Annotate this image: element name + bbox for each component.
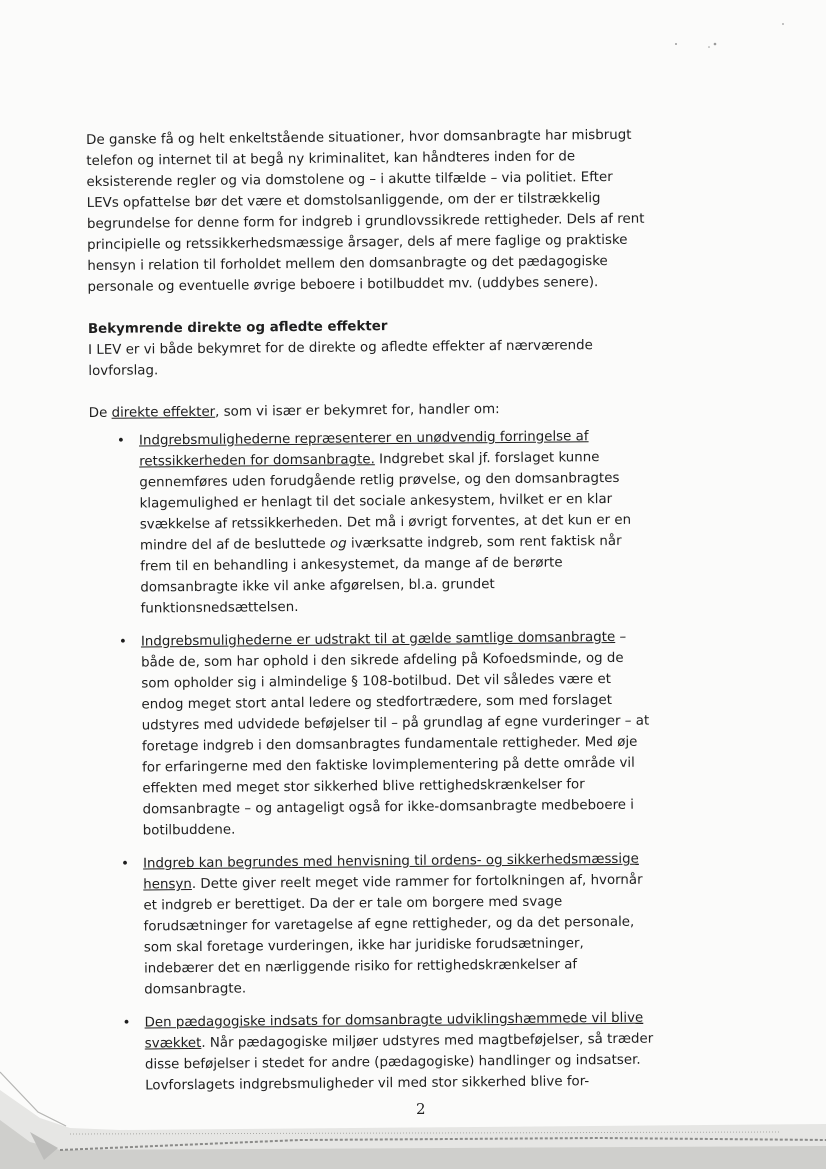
bullet-text: – både de, som har ophold i den sikrede afdeling på Kofoedsminde, og de som opholder sig i almindelige § 108-botilbud. Det vil således være et endog meget stort antal ledere og stedfortrædere, som med forslaget udstyres med udvidede beføjelser til – på grundlag af egne vurderinger – at foretage indgreb i den domsanbragtes fundamentale rettigheder. Med øje for erfaringerne med den faktiske lovimplementering på dette område vil effekten med meget stor sikkerhed blive rettighedskrænkelser for domsanbragte – og antageligt også for ikke-domsanbragte medbeboere i botilbuddene. <box>141 629 650 839</box>
section-heading: Bekymrende direkte og afledte effekter <box>87 319 388 337</box>
intro-text-after: , som vi især er bekymret for, handler om: <box>215 402 500 420</box>
effects-list <box>89 426 657 1097</box>
bullet-italic-word: og <box>329 536 347 552</box>
bullet-icon: • <box>120 856 130 872</box>
bullet-text: Indgrebet skal jf. forslaget kunne gennemføres uden forudgående retlig prøvelse, og den domsanbragtes klagemulighed er henlagt til det sociale ankesystem, hvilket er en klar svækkelse af retssikkerheden. Det må i øvrigt forventes, at det kun er en mindre del af de besluttede <box>139 450 632 554</box>
direct-effects-term: direkte effekter <box>111 404 216 421</box>
bullet-icon: • <box>118 634 127 650</box>
list-item <box>91 627 655 842</box>
top-right-specks <box>675 23 784 48</box>
bullet-underlined-lead: Indgrebsmulighederne repræsenterer en unødvendig forringelse af retssikkerheden for domsanbragte. <box>138 429 589 470</box>
bullet-icon: • <box>116 433 125 449</box>
letter-body <box>86 125 657 1109</box>
page-number: 2 <box>416 1100 426 1118</box>
intro-text-before: De <box>88 405 112 421</box>
list-item <box>94 1008 657 1097</box>
paragraph-concern: I LEV er vi både bekymret for de direkte og afledte effekter af nærværende lovforslag. <box>88 338 593 379</box>
paragraph-direct-effects-intro <box>89 398 651 424</box>
list-item <box>89 426 653 620</box>
bullet-underlined-lead: Den pædagogiske indsats for domsanbragte udviklingshæmmede vil blive svækket <box>144 1010 644 1052</box>
bullet-text: . Når pædagogiske miljøer udstyres med magtbeføjelser, så træder disse beføjelser i stedet for andre (pædagogiske) handlinger og indsatser. Lovforslagets indgrebsmuligheder vil med stor sikkerhed blive for- <box>144 1031 654 1094</box>
bullet-text: . Dette giver reelt meget vide rammer for fortolkningen af, hvornår et indgreb er berettiget. Da der er tale om borgere med svage forudsætninger for varetagelse af egne rettigheder, og da det personale, som skal foretage vurderingen, ikke har juridiske forudsætninger, indebærer det en nærliggende risiko for rettighedskrænkelser af domsanbragte. <box>143 872 643 998</box>
paragraph-situations: De ganske få og helt enkeltstående situationer, hvor domsanbragte har misbrugt telefon og internet til at begå ny kriminalitet, kan håndteres inden for de eksisterende regler og via domstolene og – i akutte tilfælde – via politiet. Efter LEVs opfattelse bør det være et domstolsanliggende, om der er tilstrækkelig begrundelse for denne form for indgreb i grundlovssikrede rettigheder. Dels af rent principielle og retssikkerhedsmæssige årsager, dels af mere faglige og praktiske hensyn i relation til forholdet mellem den domsanbragte og det pædagogiske personale og eventuelle øvrige beboere i botilbuddet mv. (uddybes senere). <box>86 127 645 295</box>
list-item <box>93 849 656 1001</box>
bullet-underlined-lead: Indgrebsmulighederne er udstrakt til at gælde samtlige domsanbragte <box>140 629 616 650</box>
bullet-icon: • <box>122 1015 131 1031</box>
bullet-text: iværksatte indgreb, som rent faktisk når frem til en behandling i ankesystemet, da mange af de berørte domsanbragte ikke vil anke afgørelsen, bl.a. grundet funktionsnedsættelsen. <box>140 533 622 617</box>
bullet-underlined-lead: Indgreb kan begrundes med henvisning til ordens- og sikkerhedsmæssige hensyn <box>142 851 639 893</box>
